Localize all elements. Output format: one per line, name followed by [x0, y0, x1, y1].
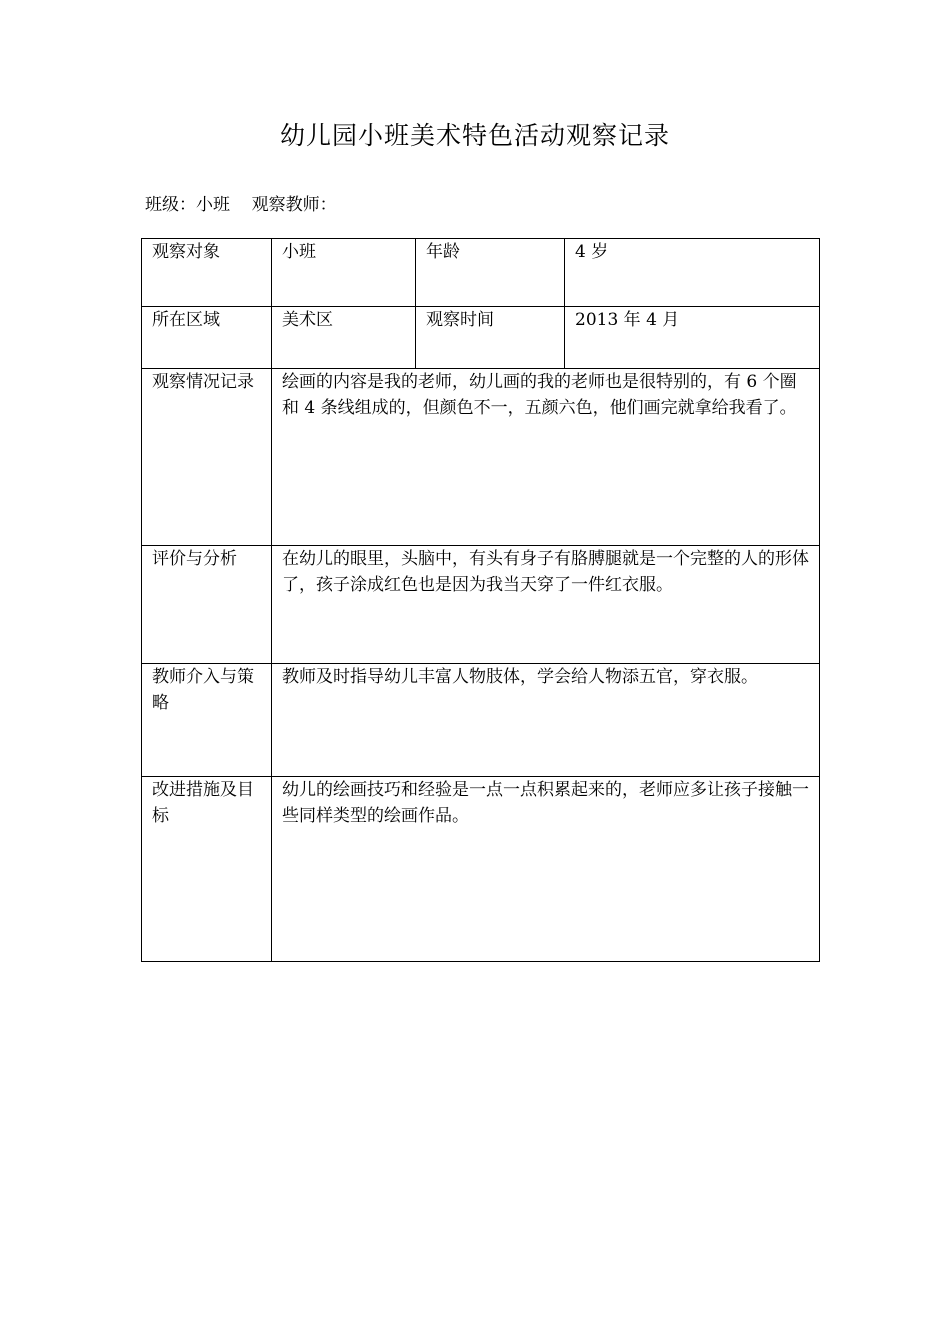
- label-area: 所在区域: [142, 307, 272, 369]
- label-observation: 观察情况记录: [142, 369, 272, 546]
- content-intervention: 教师及时指导幼儿丰富人物肢体，学会给人物添五官，穿衣服。: [272, 664, 820, 777]
- table-row-subject: [142, 239, 820, 307]
- label-improvement: 改进措施及目标: [142, 777, 272, 962]
- label-intervention: 教师介入与策略: [142, 664, 272, 777]
- document-title: 幼儿园小班美术特色活动观察记录: [279, 121, 670, 150]
- table-row-evaluation: [142, 546, 820, 664]
- table-row-intervention: [142, 664, 820, 777]
- value-area: 美术区: [272, 307, 416, 369]
- table-row-area: [142, 307, 820, 369]
- label-subject: 观察对象: [142, 239, 272, 307]
- value-time: 2013 年 4 月: [565, 307, 820, 369]
- value-subject: 小班: [272, 239, 416, 307]
- observation-table: [141, 238, 820, 962]
- content-observation: 绘画的内容是我的老师，幼儿画的我的老师也是很特别的，有 6 个圈和 4 条线组成的，但颜色不一，五颜六色，他们画完就拿给我看了。: [272, 369, 820, 546]
- label-age: 年龄: [416, 239, 565, 307]
- table-row-improvement: [142, 777, 820, 962]
- class-teacher-line: 班级：小班 观察教师：: [145, 195, 337, 215]
- content-evaluation: 在幼儿的眼里，头脑中，有头有身子有胳膊腿就是一个完整的人的形体了，孩子涂成红色也是因为我当天穿了一件红衣服。: [272, 546, 820, 664]
- label-evaluation: 评价与分析: [142, 546, 272, 664]
- table-row-observation: [142, 369, 820, 546]
- value-age: 4 岁: [565, 239, 820, 307]
- content-improvement: 幼儿的绘画技巧和经验是一点一点积累起来的，老师应多让孩子接触一些同样类型的绘画作品。: [272, 777, 820, 962]
- label-time: 观察时间: [416, 307, 565, 369]
